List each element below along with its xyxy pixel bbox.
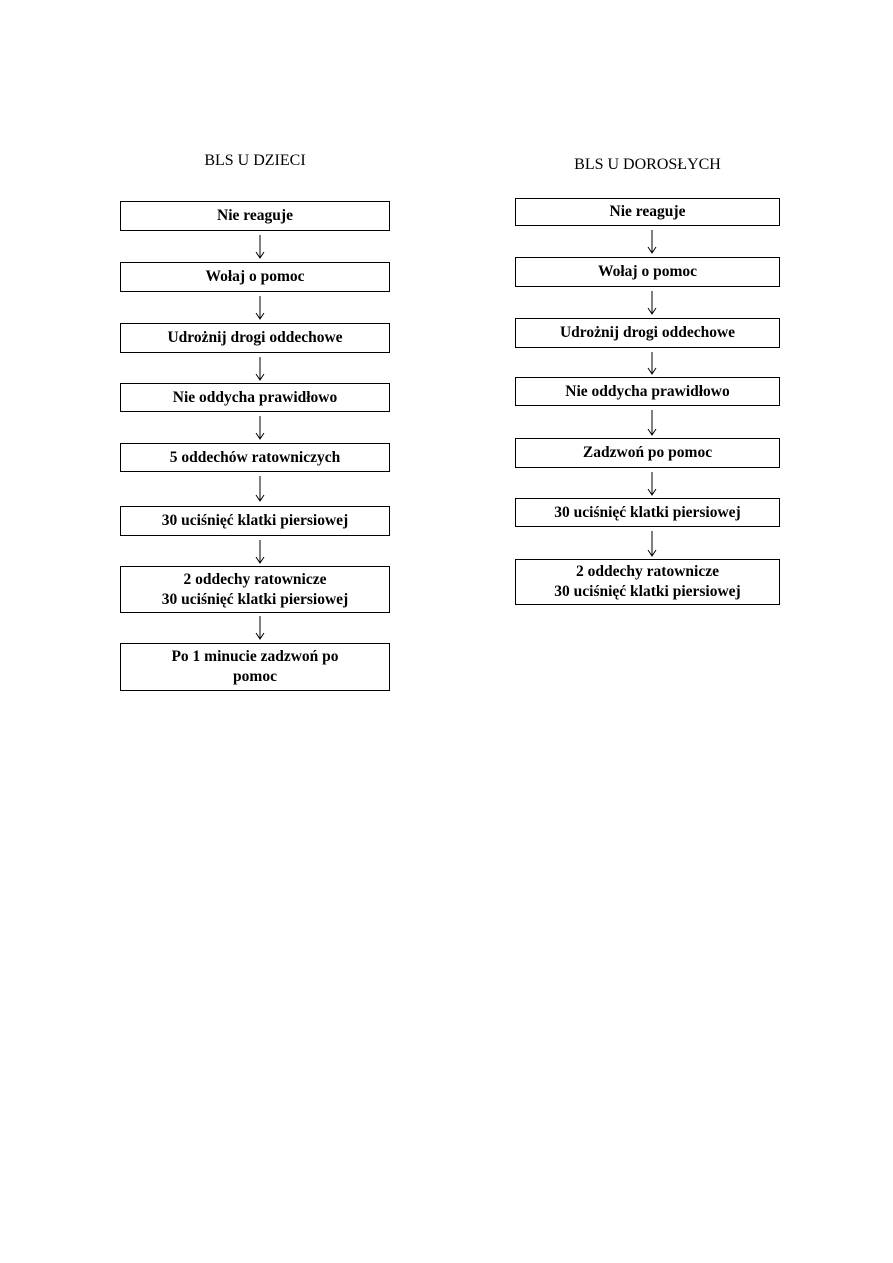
children-step-7: 2 oddechy ratownicze 30 uciśnięć klatki piersiowej — [120, 566, 390, 613]
down-arrow-icon — [253, 614, 267, 642]
children-step-5: 5 oddechów ratowniczych — [120, 443, 390, 472]
children-bls-title: BLS U DZIECI — [204, 152, 306, 169]
adults-step-5: Zadzwoń po pomoc — [515, 438, 780, 468]
down-arrow-icon — [253, 355, 267, 383]
down-arrow-icon — [645, 408, 659, 438]
children-step-6: 30 uciśnięć klatki piersiowej — [120, 506, 390, 536]
down-arrow-icon — [253, 414, 267, 442]
down-arrow-icon — [645, 289, 659, 317]
adults-step-2: Wołaj o pomoc — [515, 257, 780, 287]
children-step-2: Wołaj o pomoc — [120, 262, 390, 292]
children-step-8: Po 1 minucie zadzwoń po pomoc — [120, 643, 390, 691]
down-arrow-icon — [253, 538, 267, 566]
down-arrow-icon — [253, 474, 267, 504]
children-step-3: Udrożnij drogi oddechowe — [120, 323, 390, 353]
children-step-4: Nie oddycha prawidłowo — [120, 383, 390, 412]
children-step-1: Nie reaguje — [120, 201, 390, 231]
down-arrow-icon — [645, 350, 659, 377]
down-arrow-icon — [253, 294, 267, 322]
adults-step-4: Nie oddycha prawidłowo — [515, 377, 780, 406]
down-arrow-icon — [645, 529, 659, 559]
adults-step-7: 2 oddechy ratownicze 30 uciśnięć klatki piersiowej — [515, 559, 780, 605]
down-arrow-icon — [645, 470, 659, 498]
adults-step-6: 30 uciśnięć klatki piersiowej — [515, 498, 780, 527]
adults-step-1: Nie reaguje — [515, 198, 780, 226]
down-arrow-icon — [253, 233, 267, 261]
adults-step-3: Udrożnij drogi oddechowe — [515, 318, 780, 348]
down-arrow-icon — [645, 228, 659, 256]
adults-bls-title: BLS U DOROSŁYCH — [574, 156, 721, 173]
